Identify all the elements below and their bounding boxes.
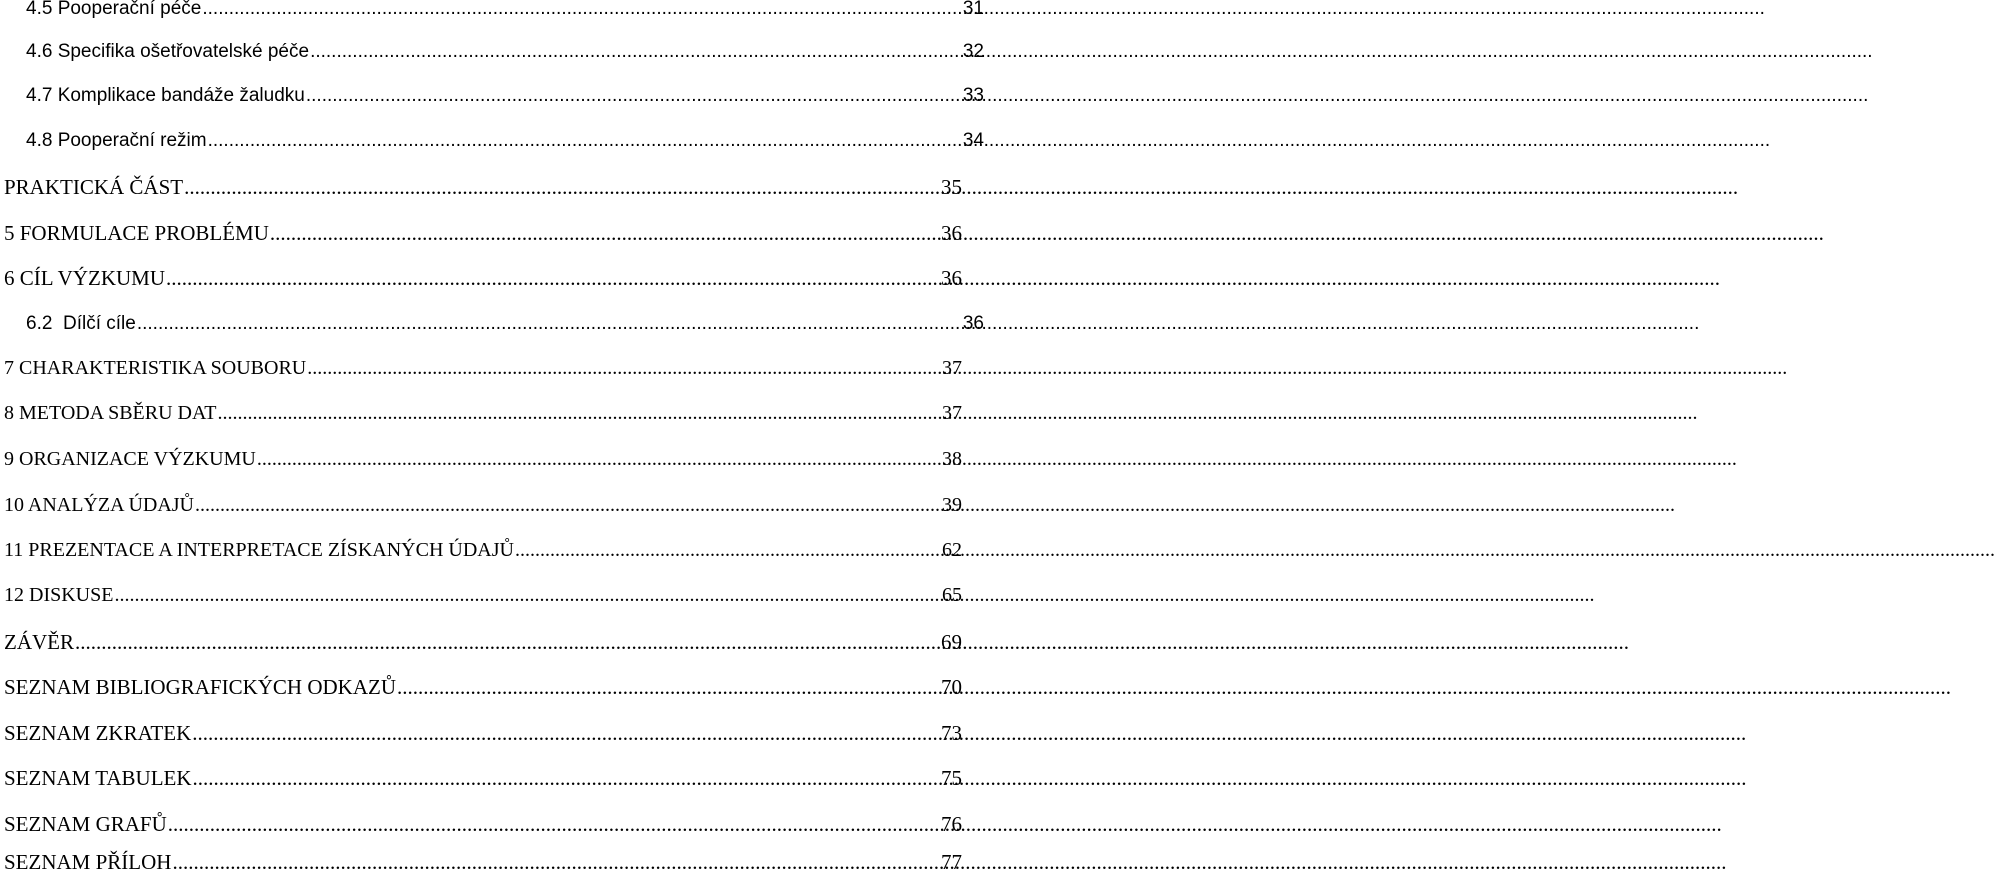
toc-entry[interactable] (0, 85, 986, 115)
toc-entry-page: 62 (942, 539, 962, 561)
toc-entry-label: SEZNAM ZKRATEK (4, 721, 192, 745)
toc-entry[interactable] (0, 402, 964, 432)
toc-leader-dots (515, 539, 941, 562)
toc-entry-label: 10 ANALÝZA ÚDAJŮ (4, 494, 194, 516)
toc-entry-label: ZÁVĚR (4, 630, 74, 654)
toc-entry-page: 73 (941, 721, 962, 745)
toc-leader-dots (306, 85, 962, 107)
toc-entry[interactable] (0, 0, 986, 28)
toc-entry-page: 39 (942, 494, 962, 516)
toc-leader-dots (217, 402, 941, 425)
toc-entry-label: 4.6 Specifika ošetřovatelské péče (26, 41, 310, 62)
toc-entry-label: 5 FORMULACE PROBLÉMU (4, 221, 269, 245)
toc-entry-page: 69 (941, 630, 962, 654)
toc-entry-page: 38 (942, 448, 962, 470)
toc-entry-label: SEZNAM GRAFŮ (4, 812, 167, 836)
toc-entry[interactable] (0, 812, 964, 842)
toc-entry[interactable] (0, 850, 964, 880)
toc-leader-dots (184, 175, 940, 200)
toc-entry[interactable] (0, 584, 964, 614)
toc-leader-dots (75, 630, 940, 655)
toc-entry-page: 31 (962, 0, 984, 19)
toc-entry-label: SEZNAM BIBLIOGRAFICKÝCH ODKAZŮ (4, 675, 397, 699)
toc-entry[interactable] (0, 313, 986, 343)
toc-leader-dots (208, 130, 962, 152)
toc-entry-page: 36 (962, 313, 984, 334)
toc-leader-dots (307, 357, 941, 380)
table-of-contents (0, 0, 984, 880)
toc-entry[interactable] (0, 448, 964, 478)
toc-entry[interactable] (0, 766, 964, 796)
toc-entry-label: 9 ORGANIZACE VÝZKUMU (4, 448, 256, 470)
toc-entry[interactable] (0, 130, 986, 160)
toc-entry[interactable] (0, 721, 964, 751)
toc-entry-page: 65 (942, 584, 962, 606)
toc-leader-dots (270, 221, 940, 246)
toc-leader-dots (166, 266, 940, 291)
toc-entry-page: 37 (942, 357, 962, 379)
toc-entry-label: 11 PREZENTACE A INTERPRETACE ZÍSKANÝCH ÚDAJŮ (4, 539, 514, 561)
toc-entry-page: 34 (962, 130, 984, 151)
toc-entry[interactable] (0, 630, 964, 660)
toc-leader-dots (202, 0, 962, 20)
toc-entry-page: 36 (941, 266, 962, 290)
toc-leader-dots (137, 313, 962, 335)
toc-entry-label: 12 DISKUSE (4, 584, 114, 606)
toc-leader-dots (397, 675, 940, 700)
toc-entry-label: SEZNAM TABULEK (4, 766, 192, 790)
toc-leader-dots (192, 721, 940, 746)
toc-entry-page: 77 (941, 850, 962, 874)
toc-entry-page: 37 (942, 402, 962, 424)
toc-leader-dots (193, 766, 940, 791)
toc-entry-page: 70 (941, 675, 962, 699)
toc-entry[interactable] (0, 221, 964, 251)
toc-leader-dots (195, 494, 941, 517)
toc-entry-label: 6 CÍL VÝZKUMU (4, 266, 165, 290)
toc-entry-label: 6.2 Dílčí cíle (26, 313, 136, 334)
toc-entry[interactable] (0, 357, 964, 387)
toc-entry-page: 33 (962, 85, 984, 106)
toc-entry[interactable] (0, 675, 964, 705)
toc-entry[interactable] (0, 539, 964, 569)
toc-entry[interactable] (0, 266, 964, 296)
toc-leader-dots (257, 448, 941, 471)
toc-entry-page: 76 (941, 812, 962, 836)
toc-entry-label: 8 METODA SBĚRU DAT (4, 402, 217, 424)
toc-entry-label: PRAKTICKÁ ČÁST (4, 175, 184, 199)
toc-entry-label: SEZNAM PŘÍLOH (4, 850, 172, 874)
toc-entry-label: 4.7 Komplikace bandáže žaludku (26, 85, 305, 106)
toc-entry[interactable] (0, 175, 964, 205)
toc-entry-page: 36 (941, 221, 962, 245)
toc-entry-label: 4.8 Pooperační režim (26, 130, 207, 151)
toc-entry-page: 75 (941, 766, 962, 790)
toc-entry-page: 35 (941, 175, 962, 199)
toc-entry[interactable] (0, 41, 986, 71)
toc-entry[interactable] (0, 494, 964, 524)
toc-leader-dots (310, 41, 962, 63)
toc-entry-label: 4.5 Pooperační péče (26, 0, 202, 19)
toc-leader-dots (114, 584, 941, 607)
toc-leader-dots (168, 812, 940, 837)
toc-entry-page: 32 (962, 41, 984, 62)
toc-leader-dots (172, 850, 940, 875)
toc-entry-label: 7 CHARAKTERISTIKA SOUBORU (4, 357, 307, 379)
